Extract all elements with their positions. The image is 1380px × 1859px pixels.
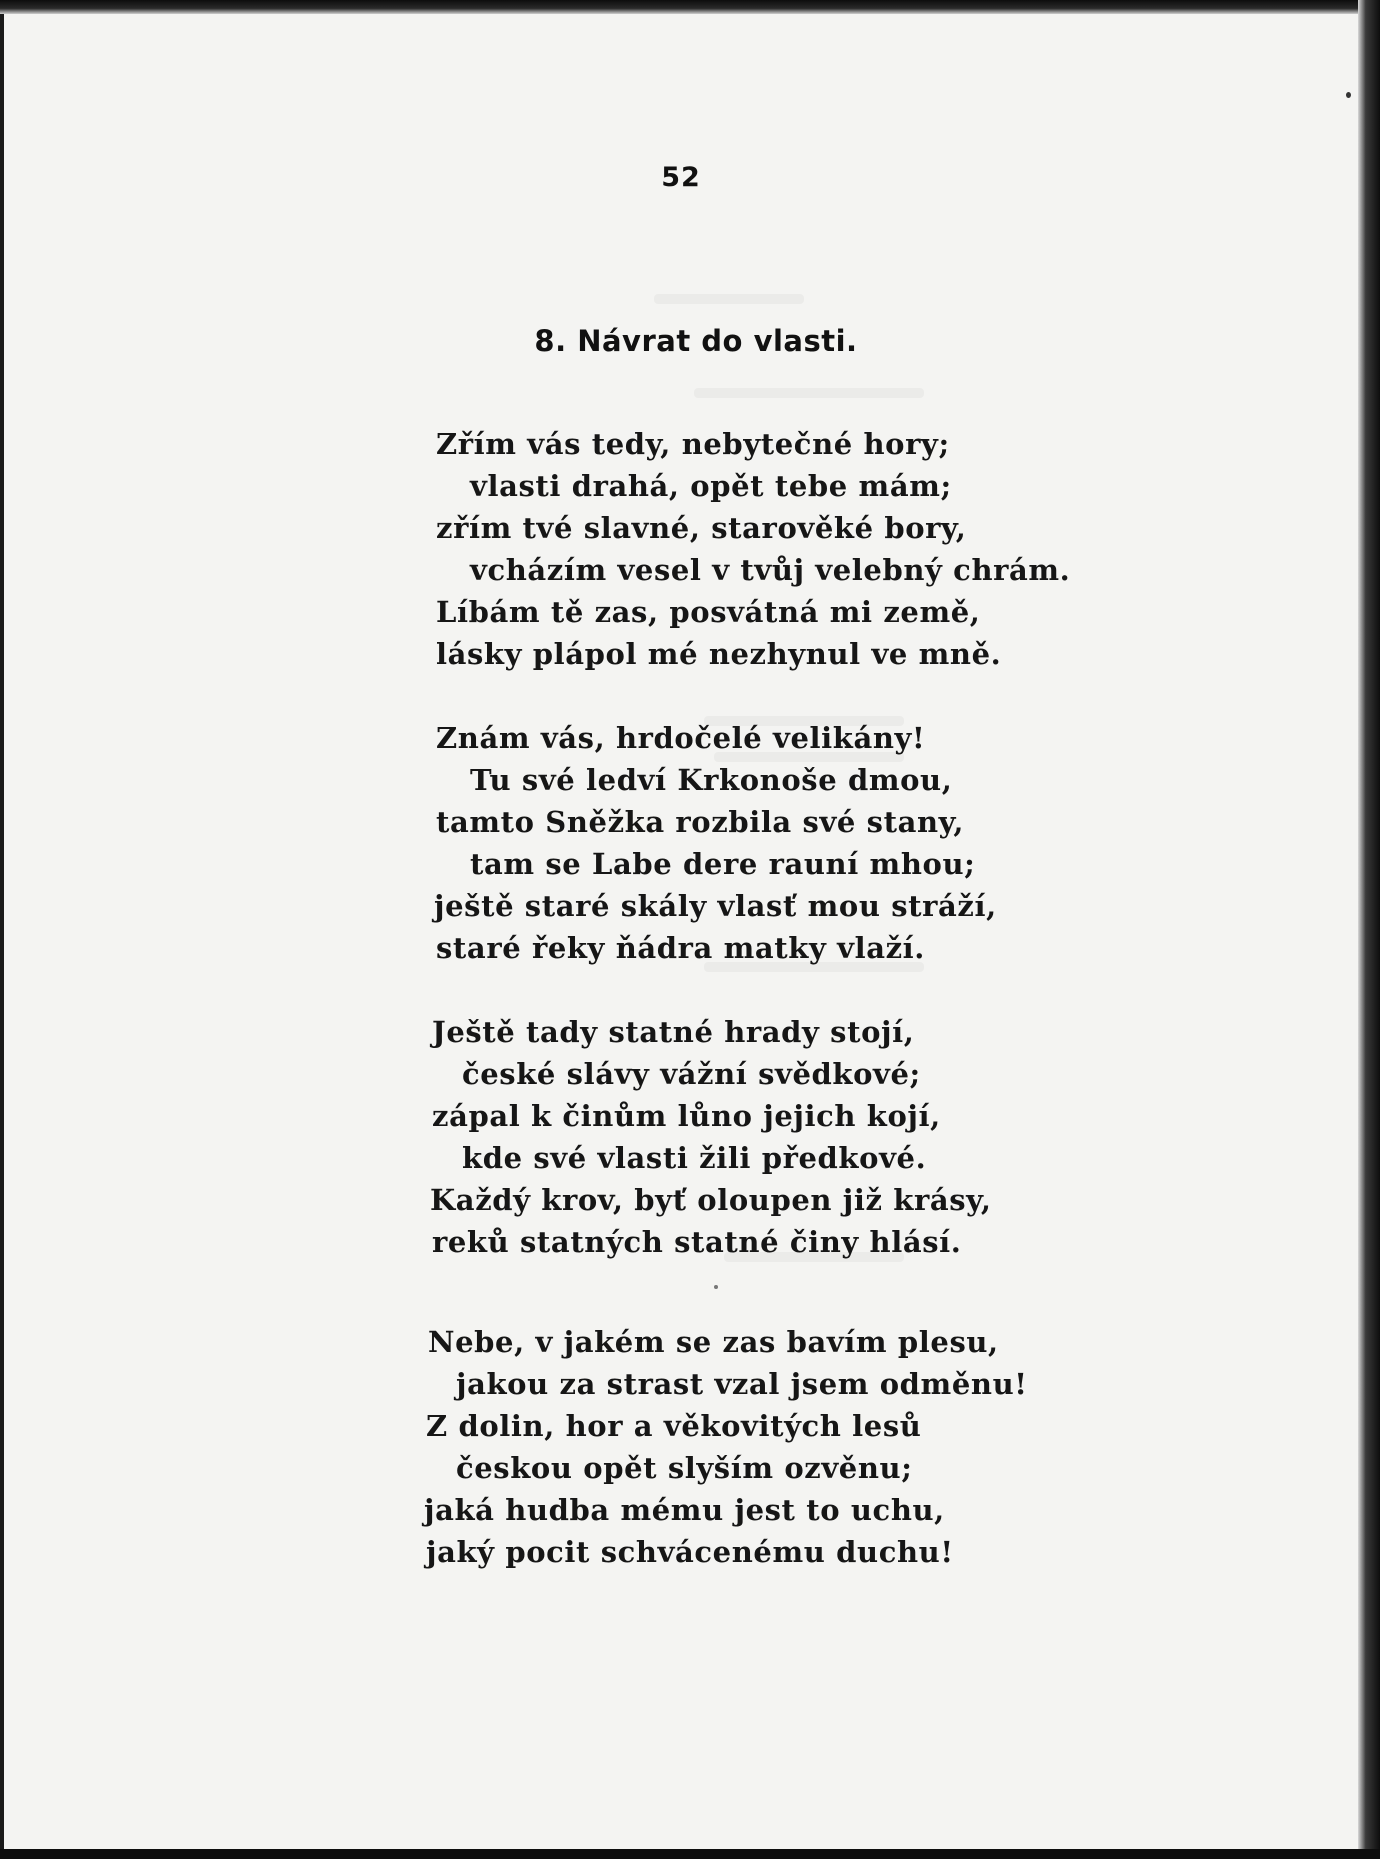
verse-line: ještě staré skály vlasť mou stráží, — [434, 889, 997, 923]
verse-line: Z dolin, hor a věkovitých lesů — [426, 1409, 922, 1443]
verse-line: staré řeky ňádra matky vlaží. — [436, 931, 925, 965]
verse-line: Líbám tě zas, posvátná mi země, — [436, 595, 981, 629]
scan-right-edge — [1358, 0, 1380, 1859]
scan-bottom-edge — [0, 1849, 1380, 1859]
scan-top-edge — [0, 0, 1380, 14]
verse-line: jaký pocit schvácenému duchu! — [426, 1535, 954, 1569]
ink-speck — [1346, 92, 1351, 98]
verse-line: kde své vlasti žili předkové. — [462, 1141, 927, 1175]
verse-line: vcházím vesel v tvůj velebný chrám. — [470, 553, 1071, 587]
bleed-through-mark — [694, 388, 924, 398]
verse-line: Zřím vás tedy, nebytečné hory; — [436, 427, 950, 461]
verse-line: zřím tvé slavné, starověké bory, — [436, 511, 967, 545]
verse-line: Každý krov, byť oloupen již krásy, — [430, 1183, 992, 1217]
verse-line: Znám vás, hrdočelé velikány! — [436, 721, 926, 755]
verse-line: tamto Sněžka rozbila své stany, — [436, 805, 965, 839]
verse-line: Ještě tady statné hrady stojí, — [432, 1015, 915, 1049]
verse-line: Tu své ledví Krkonoše dmou, — [470, 763, 953, 797]
ink-speck — [714, 1285, 718, 1289]
scanned-page — [4, 12, 1358, 1850]
verse-line: českou opět slyším ozvěnu; — [456, 1451, 913, 1485]
verse-line: české slávy vážní svědkové; — [462, 1057, 921, 1091]
verse-line: Nebe, v jakém se zas bavím plesu, — [428, 1325, 999, 1359]
verse-line: lásky plápol mé nezhynul ve mně. — [436, 637, 1002, 671]
verse-line: jakou za strast vzal jsem odměnu! — [456, 1367, 1028, 1401]
page-number: 52 — [661, 162, 701, 193]
verse-line: jaká hudba mému jest to uchu, — [424, 1493, 945, 1527]
verse-line: reků statných statné činy hlásí. — [432, 1225, 962, 1259]
bleed-through-mark — [654, 294, 804, 304]
verse-line: tam se Labe dere rauní mhou; — [470, 847, 976, 881]
poem-title: 8. Návrat do vlasti. — [534, 324, 858, 358]
verse-line: zápal k činům lůno jejich kojí, — [432, 1099, 941, 1133]
verse-line: vlasti drahá, opět tebe mám; — [470, 469, 952, 503]
